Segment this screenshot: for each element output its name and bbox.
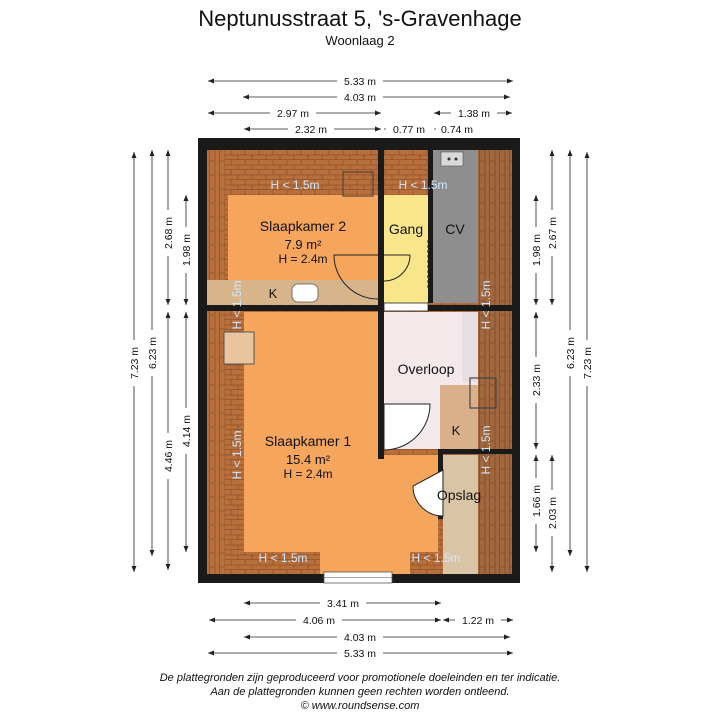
- overloop-label: Overloop: [397, 361, 455, 377]
- dim-bottom-inner: 3.41 m: [326, 598, 360, 610]
- kast-label-2: K: [451, 423, 461, 438]
- low-height-label-4: H < 1.5m: [411, 551, 461, 565]
- roof-window-icon-2: [224, 332, 254, 364]
- dim-left-total: 7.23 m: [129, 346, 141, 380]
- dim-left-bottom: 4.46 m: [163, 439, 175, 473]
- dim-right-top-inner: 1.98 m: [531, 233, 543, 267]
- cv-unit-icon: [441, 152, 463, 166]
- dim-top-cv: 0.74 m: [440, 124, 474, 136]
- slaapkamer2-label: Slaapkamer 2: [259, 218, 347, 234]
- sink-icon: [292, 284, 318, 302]
- gang-floor: [384, 195, 428, 303]
- footer-disclaimer-2: Aan de plattegronden kunnen geen rechten worden ontleend.: [210, 686, 510, 698]
- dim-bottom-width-total: 5.33 m: [343, 648, 377, 660]
- slaapkamer1-floor: [244, 312, 378, 552]
- dim-right-total: 7.23 m: [582, 346, 594, 380]
- roof-slope-left: [207, 150, 225, 574]
- slaapkamer1-height: H = 2.4m: [283, 467, 333, 481]
- slaapkamer2-area: 7.9 m²: [284, 237, 322, 252]
- footer-copyright: © www.roundsense.com: [300, 700, 420, 712]
- opslag-label: Opslag: [436, 487, 482, 503]
- cv-floor: [433, 195, 478, 303]
- dim-left-inner: 6.23 m: [147, 336, 159, 370]
- dim-bottom-left: 4.06 m: [302, 615, 336, 627]
- slaapkamer1-area: 15.4 m²: [285, 452, 331, 467]
- page-subtitle: Woonlaag 2: [325, 33, 395, 48]
- low-height-label-3: H < 1.5m: [258, 551, 308, 565]
- dim-right-middle: 2.33 m: [531, 363, 543, 397]
- dim-bottom-right: 1.22 m: [461, 615, 495, 627]
- low-height-label-8: H < 1.5m: [479, 425, 493, 475]
- cv-label: CV: [445, 221, 465, 237]
- dim-bottom-width-inner: 4.03 m: [343, 632, 377, 644]
- gang-label: Gang: [388, 221, 424, 237]
- low-height-label-2: H < 1.5m: [398, 178, 448, 192]
- kast-label: K: [268, 286, 278, 301]
- low-height-label-1: H < 1.5m: [270, 178, 320, 192]
- dim-top-left-inner: 2.32 m: [294, 124, 328, 136]
- dim-left-bottom-inner: 4.14 m: [181, 414, 193, 448]
- dim-right-top: 2.67 m: [547, 216, 559, 250]
- dim-top-width-total: 5.33 m: [343, 76, 377, 88]
- slaapkamer1-label: Slaapkamer 1: [264, 433, 352, 449]
- slaapkamer2-height: H = 2.4m: [278, 252, 328, 266]
- dim-left-top-inner: 1.98 m: [181, 233, 193, 267]
- low-height-label-5: H < 1.5m: [230, 280, 244, 330]
- low-height-label-7: H < 1.5m: [479, 280, 493, 330]
- dim-right-bottom-inner: 1.66 m: [531, 484, 543, 518]
- kast-overloop: [440, 385, 478, 449]
- dim-left-top: 2.68 m: [163, 216, 175, 250]
- dim-top-gang: 0.77 m: [392, 124, 426, 136]
- dim-right-bottom: 2.03 m: [547, 496, 559, 530]
- footer-disclaimer-1: De plattegronden zijn geproduceerd voor promotionele doeleinden en ter indicatie.: [159, 672, 561, 684]
- page-title: Neptunusstraat 5, 's-Gravenhage: [198, 6, 522, 31]
- dim-top-width-inner: 4.03 m: [343, 92, 377, 104]
- roof-slope-right: [478, 150, 512, 574]
- dim-top-right: 1.38 m: [457, 108, 491, 120]
- dim-right-inner: 6.23 m: [565, 336, 577, 370]
- low-height-label-6: H < 1.5m: [230, 430, 244, 480]
- dim-top-left: 2.97 m: [276, 108, 310, 120]
